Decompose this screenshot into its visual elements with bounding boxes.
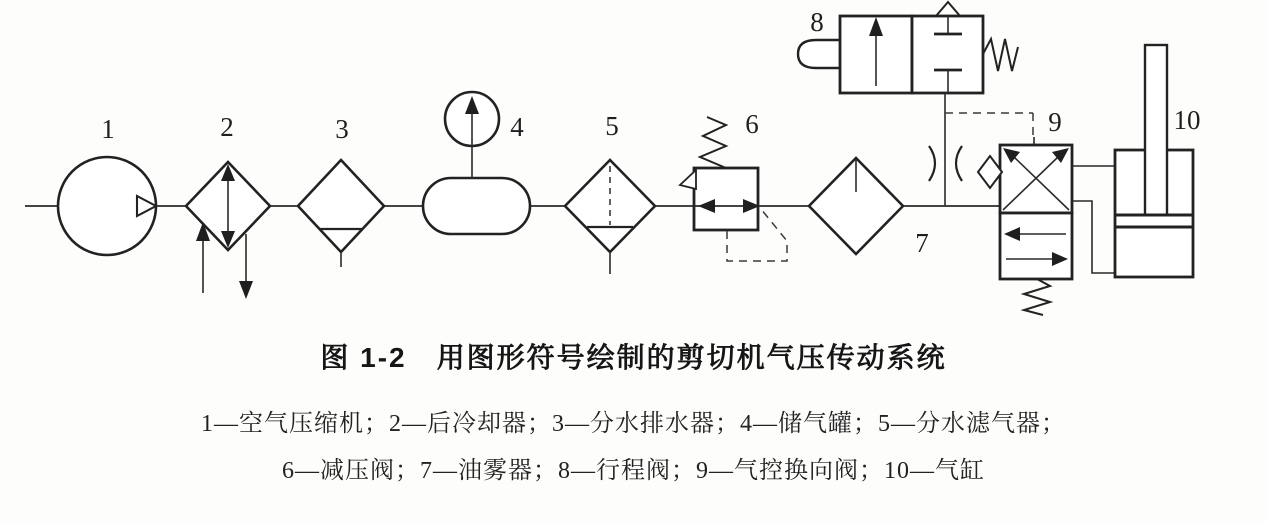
component-7-label: 7	[915, 228, 929, 258]
component-2-label: 2	[220, 112, 234, 142]
cylinder-lines	[1072, 166, 1115, 273]
exhaust-triangle-icon	[936, 2, 960, 16]
quick-coupling-icon	[956, 146, 962, 181]
component-3-label: 3	[335, 114, 349, 144]
figure-legend-line-2: 6—减压阀；7—油雾器；8—行程阀；9—气控换向阀；10—气缸	[282, 458, 985, 484]
return-spring-icon	[1024, 279, 1050, 315]
piston-rod	[1145, 45, 1167, 215]
pressure-reducing-valve-symbol	[680, 117, 787, 261]
component-5-label: 5	[605, 111, 619, 141]
component-6-label: 6	[745, 109, 759, 139]
component-8-label: 8	[810, 7, 824, 37]
return-spring-icon	[983, 39, 1018, 71]
component-4-label: 4	[510, 112, 524, 142]
travel-valve-symbol	[798, 2, 1018, 93]
figure-title: 图 1-2 用图形符号绘制的剪切机气压传动系统	[320, 342, 947, 373]
water-separator-symbol	[298, 160, 384, 267]
directional-valve-symbol	[978, 145, 1072, 315]
component-1-label: 1	[101, 114, 115, 144]
cylinder-symbol	[1115, 45, 1193, 277]
component-9-label: 9	[1048, 107, 1062, 137]
component-10-label: 10	[1173, 105, 1201, 135]
air-compressor-symbol	[58, 157, 156, 255]
lubricator-symbol	[809, 158, 903, 254]
filter-separator-symbol	[565, 160, 655, 274]
aftercooler-symbol	[186, 162, 270, 299]
figure-legend-line-1: 1—空气压缩机；2—后冷却器；3—分水排水器；4—储气罐；5—分水滤气器；	[201, 411, 1066, 437]
quick-coupling-icon	[929, 146, 935, 181]
